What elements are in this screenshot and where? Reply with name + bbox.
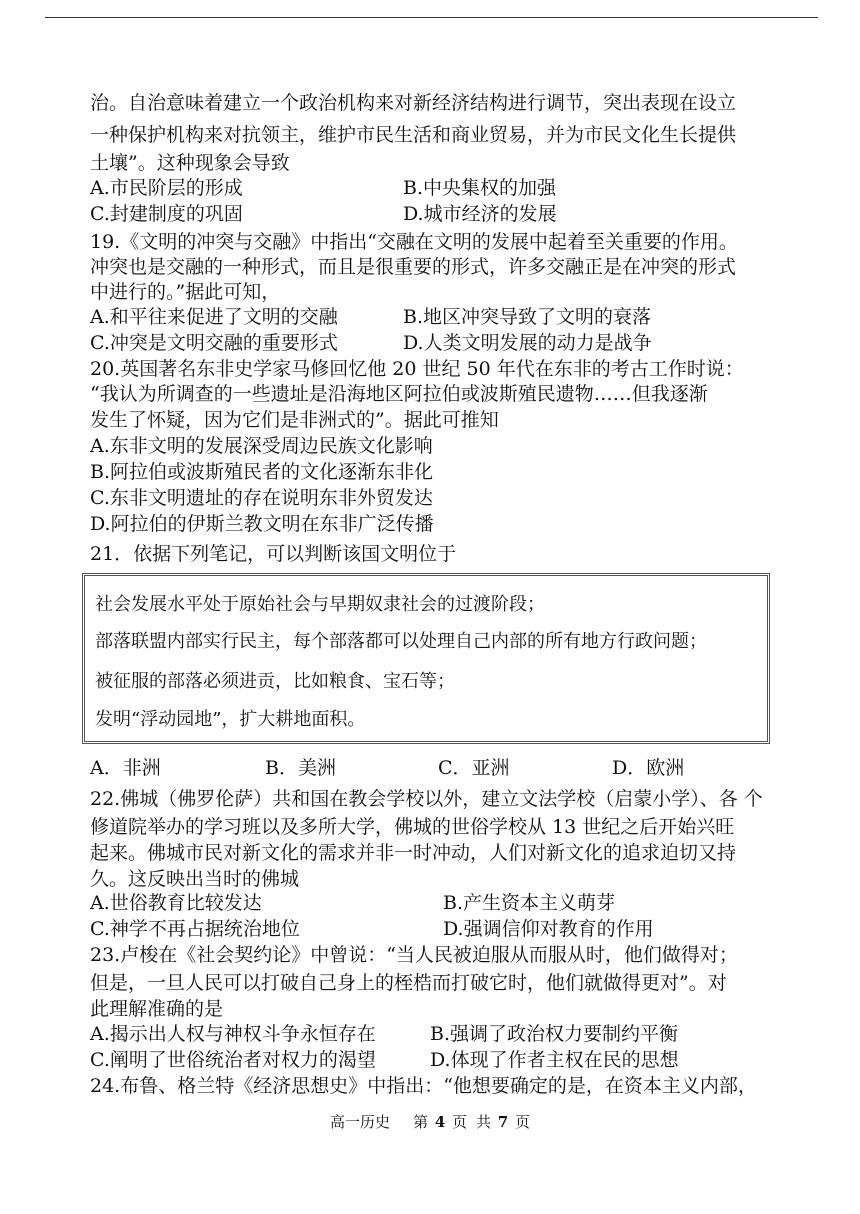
footer-subject: 高一历史 bbox=[330, 1113, 391, 1131]
q20-option-d[interactable]: D.阿拉伯的伊斯兰教文明在东非广泛传播 bbox=[90, 513, 434, 535]
footer-total-pages: 7 bbox=[497, 1113, 509, 1131]
q24-text-line-1: 24.布鲁、格兰特《经济思想史》中指出：“他想要确定的是，在资本主义内部， bbox=[90, 1075, 757, 1097]
q21-note-3: 被征服的部落必须进贡，比如粮食、宝石等； bbox=[95, 671, 455, 692]
q21-option-d[interactable]: D．欧洲 bbox=[612, 757, 685, 779]
q19-text-line-1: 19.《文明的冲突与交融》中指出“交融在文明的发展中起着至关重要的作用。 bbox=[90, 231, 738, 253]
q21-notes-box bbox=[82, 573, 770, 744]
q21-option-a[interactable]: A．非洲 bbox=[90, 757, 161, 779]
header-rule bbox=[45, 17, 818, 18]
q23-text-line-1: 23.卢梭在《社会契约论》中曾说：“当人民被迫服从而服从时，他们做得对； bbox=[90, 944, 738, 966]
q22-option-d[interactable]: D.强调信仰对教育的作用 bbox=[443, 918, 654, 940]
q20-text-line-3: 发生了怀疑，因为它们是非洲式的”。据此可推知 bbox=[90, 409, 499, 431]
footer-di: 第 bbox=[413, 1113, 429, 1131]
q18-option-c[interactable]: C.封建制度的巩固 bbox=[90, 203, 243, 225]
q22-text-line-3: 起来。佛城市民对新文化的需求并非一时冲动，人们对新文化的追求迫切又持 bbox=[90, 842, 737, 864]
q22-option-b[interactable]: B.产生资本主义萌芽 bbox=[443, 892, 616, 914]
q18-option-a[interactable]: A.市民阶层的形成 bbox=[90, 177, 243, 199]
q19-option-a[interactable]: A.和平往来促进了文明的交融 bbox=[90, 306, 338, 328]
q18-option-b[interactable]: B.中央集权的加强 bbox=[403, 177, 557, 199]
footer-gong: 共 bbox=[475, 1113, 491, 1131]
q20-option-a[interactable]: A.东非文明的发展深受周边民族文化影响 bbox=[90, 435, 433, 457]
q19-option-c[interactable]: C.冲突是文明交融的重要形式 bbox=[90, 332, 338, 354]
q21-option-c[interactable]: C．亚洲 bbox=[438, 757, 510, 779]
q21-note-2: 部落联盟内部实行民主，每个部落都可以处理自己内部的所有地方行政问题； bbox=[95, 631, 707, 652]
q20-option-c[interactable]: C.东非文明遗址的存在说明东非外贸发达 bbox=[90, 487, 433, 509]
q18-text-line-1: 治。自治意味着建立一个政治机构来对新经济结构进行调节，突出表现在设立 bbox=[90, 92, 737, 114]
q22-text-line-1: 22.佛城（佛罗伦萨）共和国在教会学校以外，建立文法学校（启蒙小学）、各 个 bbox=[90, 788, 763, 810]
q19-text-line-3: 中进行的。”据此可知， bbox=[90, 281, 281, 303]
q23-option-a[interactable]: A.揭示出人权与神权斗争永恒存在 bbox=[90, 1023, 376, 1045]
footer-page-number: 4 bbox=[434, 1113, 446, 1131]
q23-option-b[interactable]: B.强调了政治权力要制约平衡 bbox=[430, 1023, 679, 1045]
q21-option-b[interactable]: B．美洲 bbox=[265, 757, 336, 779]
q21-note-1: 社会发展水平处于原始社会与早期奴隶社会的过渡阶段； bbox=[95, 594, 545, 615]
q19-option-b[interactable]: B.地区冲突导致了文明的衰落 bbox=[403, 306, 652, 328]
q21-note-4: 发明“浮动园地”，扩大耕地面积。 bbox=[95, 709, 366, 730]
q23-option-c[interactable]: C.阐明了世俗统治者对权力的渴望 bbox=[90, 1049, 376, 1071]
q20-text-line-2: “我认为所调查的一些遗址是沿海地区阿拉伯或波斯殖民遗物……但我逐渐 bbox=[90, 383, 708, 405]
q18-text-line-2: 一种保护机构来对抗领主，维护市民生活和商业贸易，并为市民文化生长提供 bbox=[90, 124, 737, 146]
q19-text-line-2: 冲突也是交融的一种形式，而且是很重要的形式，许多交融正是在冲突的形式 bbox=[90, 256, 737, 278]
q22-option-a[interactable]: A.世俗教育比较发达 bbox=[90, 892, 262, 914]
q20-option-b[interactable]: B.阿拉伯或波斯殖民者的文化逐渐东非化 bbox=[90, 461, 434, 483]
q20-text-line-1: 20.英国著名东非史学家马修回忆他 20 世纪 50 年代在东非的考古工作时说： bbox=[90, 358, 744, 380]
q23-text-line-2: 但是，一旦人民可以打破自己身上的桎梏而打破它时，他们就做得更对”。对 bbox=[90, 972, 727, 994]
footer-ye1: 页 bbox=[452, 1113, 468, 1131]
q22-option-c[interactable]: C.神学不再占据统治地位 bbox=[90, 918, 300, 940]
q23-option-d[interactable]: D.体现了作者主权在民的思想 bbox=[430, 1049, 679, 1071]
q22-text-line-4: 久。这反映出当时的佛城 bbox=[90, 868, 300, 890]
q22-text-line-2: 修道院举办的学习班以及多所大学，佛城的世俗学校从 13 世纪之后开始兴旺 bbox=[90, 816, 735, 838]
q18-option-d[interactable]: D.城市经济的发展 bbox=[403, 203, 557, 225]
footer-ye2: 页 bbox=[514, 1113, 530, 1131]
q21-stem: 21．依据下列笔记，可以判断该国文明位于 bbox=[90, 543, 457, 565]
q18-text-line-3: 土壤”。这种现象会导致 bbox=[90, 152, 290, 174]
q19-option-d[interactable]: D.人类文明发展的动力是战争 bbox=[403, 332, 652, 354]
page-footer bbox=[0, 1111, 860, 1132]
q23-text-line-3: 此理解准确的是 bbox=[90, 998, 224, 1020]
